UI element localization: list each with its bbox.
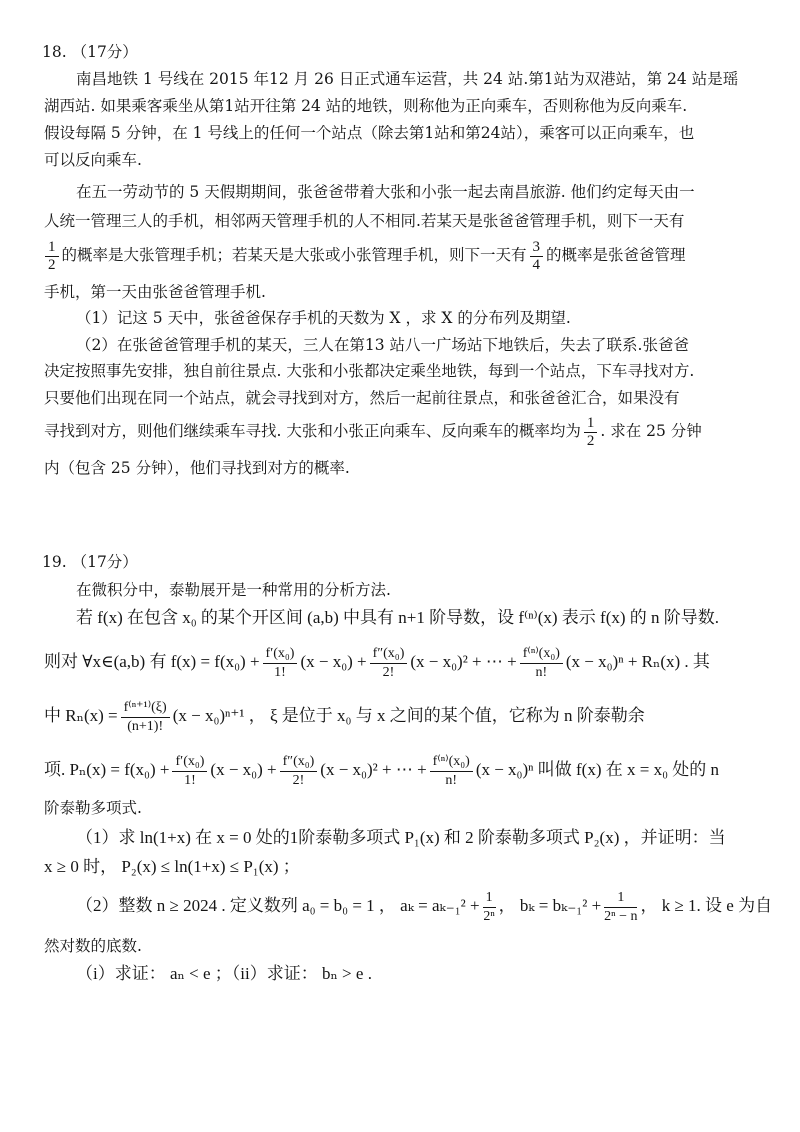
q18-line-12-text-b: . 求在 25 分钟 bbox=[600, 422, 702, 440]
polynomial-term-1: (x − x₀) + bbox=[210, 760, 277, 779]
q18-line-7-text-a: 的概率是大张管理手机；若某天是大张或小张管理手机，则下一天有 bbox=[61, 246, 527, 264]
fraction-three-quarters bbox=[530, 239, 544, 274]
q18-line-2: 湖西站. 如果乘客乘坐从第1站开往第 24 站的地铁，则称他为正向乘车，否则称他为反向乘车. bbox=[44, 97, 688, 115]
fraction-first-derivative bbox=[172, 753, 207, 790]
q19-taylor-polynomial bbox=[44, 748, 719, 792]
fraction-numerator: 1 bbox=[483, 889, 496, 908]
q18-line-1: 南昌地铁 1 号线在 2015 年12 月 26 日正式通车运营，共 24 站.第1站为双港站，第 24 站是瑶 bbox=[76, 70, 739, 88]
q18-line-7 bbox=[42, 236, 686, 274]
fraction-nth-derivative bbox=[430, 753, 473, 790]
fraction-numerator: f′(x₀) bbox=[172, 753, 207, 772]
q18-line-3: 假设每隔 5 分钟，在 1 号线上的任何一个站点（除去第1站和第24站），乘客可以正向乘车，也 bbox=[44, 124, 695, 142]
fraction-denominator: 2! bbox=[382, 664, 395, 680]
q18-line-12-text-a: 寻找到对方，则他们继续乘车寻找. 大张和小张正向乘车、反向乘车的概率均为 bbox=[44, 422, 581, 440]
fraction-numerator: f″(x₀) bbox=[370, 645, 408, 664]
fraction-denominator: 2! bbox=[292, 772, 305, 788]
fraction-denominator: 2 bbox=[586, 432, 595, 449]
q18-part-2-line-3: 只要他们出现在同一个站点，就会寻找到对方，然后一起前往景点，和张爸爸汇合，如果没有 bbox=[44, 389, 680, 407]
fraction-denominator: n! bbox=[445, 772, 458, 788]
part-2-middle: ， bₖ = bₖ₋₁² + bbox=[498, 896, 602, 915]
part-2-prefix: （2）整数 n ≥ 2024 . 定义数列 a₀ = b₀ = 1 ， aₖ = aₖ₋₁² + bbox=[76, 896, 480, 915]
q18-line-7-text-b: 的概率是张爸爸管理 bbox=[546, 246, 686, 264]
q18-part-2-line-4 bbox=[44, 412, 702, 450]
fraction-nth-derivative bbox=[520, 645, 563, 682]
fraction-numerator: f″(x₀) bbox=[280, 753, 318, 772]
fraction-denominator: 2ⁿ bbox=[483, 908, 495, 924]
fraction-numerator: 1 bbox=[604, 889, 637, 908]
q19-condition: 若 f(x) 在包含 x₀ 的某个开区间 (a,b) 中具有 n+1 阶导数，设 f⁽ⁿ⁾(x) 表示 f(x) 的 n 阶导数. bbox=[76, 608, 720, 627]
fraction-denominator: 2 bbox=[48, 256, 56, 273]
q18-line-8: 手机，第一天由张爸爸管理手机. bbox=[44, 283, 266, 301]
q19-part-1-a: （1）求 ln(1+x) 在 x = 0 处的1阶泰勒多项式 P₁(x) 和 2 阶泰勒多项式 P₂(x) ，并证明：当 bbox=[76, 828, 726, 847]
fraction-numerator: f′(x₀) bbox=[263, 645, 298, 664]
q19-intro: 在微积分中，泰勒展开是一种常用的分析方法. bbox=[76, 581, 391, 599]
fraction-denominator: 2ⁿ − n bbox=[604, 908, 638, 924]
fraction-numerator: f⁽ⁿ⁺¹⁾(ξ) bbox=[121, 699, 170, 718]
q18-line-6: 人统一管理三人的手机，相邻两天管理手机的人不相同.若某天是张爸爸管理手机，则下一天有 bbox=[44, 212, 685, 230]
fraction-numerator: 1 bbox=[584, 415, 598, 433]
q18-part-1: （1）记这 5 天中，张爸爸保存手机的天数为 X ，求 X 的分布列及期望. bbox=[76, 309, 571, 327]
fraction-first-derivative bbox=[263, 645, 298, 682]
fraction-one-half bbox=[45, 239, 59, 274]
q18-part-2-line-1: （2）在张爸爸管理手机的某天，三人在第13 站八一广场站下地铁后，失去了联系.张爸爸 bbox=[76, 336, 689, 354]
fraction-second-derivative bbox=[370, 645, 408, 682]
q19-taylor-formula bbox=[44, 640, 710, 684]
q18-line-5: 在五一劳动节的 5 天假期期间，张爸爸带着大张和小张一起去南昌旅游. 他们约定每天由一 bbox=[76, 183, 695, 201]
q19-header: 19. （17分） bbox=[42, 553, 138, 571]
q18-part-2-line-2: 决定按照事先安排，独自前往景点. 大张和小张都决定乘坐地铁，每到一个站点，下车寻找对方. bbox=[44, 362, 695, 380]
q19-polynomial-end: 阶泰勒多项式. bbox=[44, 799, 142, 817]
remainder-suffix: (x − x₀)ⁿ⁺¹ ， ξ 是位于 x₀ 与 x 之间的某个值，它称为 n 阶泰勒余 bbox=[172, 706, 645, 725]
fraction-denominator: 1! bbox=[274, 664, 286, 680]
fraction-denominator: 1! bbox=[184, 772, 196, 788]
fraction-remainder bbox=[121, 699, 170, 736]
q18-line-4: 可以反向乘车. bbox=[44, 151, 142, 169]
q19-part-2 bbox=[76, 884, 772, 928]
q19-part-1-b: x ≥ 0 时， P₂(x) ≤ ln(1+x) ≤ P₁(x) ； bbox=[44, 857, 300, 876]
formula-prefix: 则对 ∀x∈(a,b) 有 f(x) = f(x₀) + bbox=[44, 652, 260, 671]
fraction-numerator: f⁽ⁿ⁾(x₀) bbox=[520, 645, 563, 664]
polynomial-term-3: (x − x₀)ⁿ 叫做 f(x) 在 x = x₀ 处的 n bbox=[475, 760, 720, 779]
formula-term-2: (x − x₀)² + ⋯ + bbox=[410, 652, 517, 671]
fraction-numerator: f⁽ⁿ⁾(x₀) bbox=[430, 753, 473, 772]
formula-term-3: (x − x₀)ⁿ + Rₙ(x) . 其 bbox=[565, 652, 710, 671]
q19-sub-parts: （i）求证： aₙ < e ；（ii）求证： bₙ > e . bbox=[76, 964, 372, 983]
remainder-prefix: 中 Rₙ(x) = bbox=[44, 706, 118, 725]
fraction-numerator: 3 bbox=[530, 239, 544, 257]
fraction-one-half bbox=[584, 415, 598, 450]
q18-part-2-line-5: 内（包含 25 分钟），他们寻找到对方的概率. bbox=[44, 459, 350, 477]
fraction-denominator: 4 bbox=[532, 256, 541, 273]
polynomial-prefix: 项. Pₙ(x) = f(x₀) + bbox=[44, 760, 170, 779]
formula-term-1: (x − x₀) + bbox=[300, 652, 367, 671]
fraction-one-over-two-pow-n-minus-n bbox=[604, 889, 637, 926]
fraction-one-over-two-pow-n bbox=[483, 889, 496, 926]
polynomial-term-2: (x − x₀)² + ⋯ + bbox=[320, 760, 427, 779]
fraction-denominator: (n+1)! bbox=[127, 718, 164, 734]
q18-header: 18. （17分） bbox=[42, 43, 138, 61]
q19-remainder bbox=[44, 694, 645, 738]
fraction-second-derivative bbox=[280, 753, 318, 790]
fraction-numerator: 1 bbox=[45, 239, 59, 257]
part-2-suffix: ， k ≥ 1. 设 e 为自 bbox=[640, 896, 773, 915]
q19-part-2-end: 然对数的底数. bbox=[44, 937, 142, 955]
fraction-denominator: n! bbox=[535, 664, 548, 680]
